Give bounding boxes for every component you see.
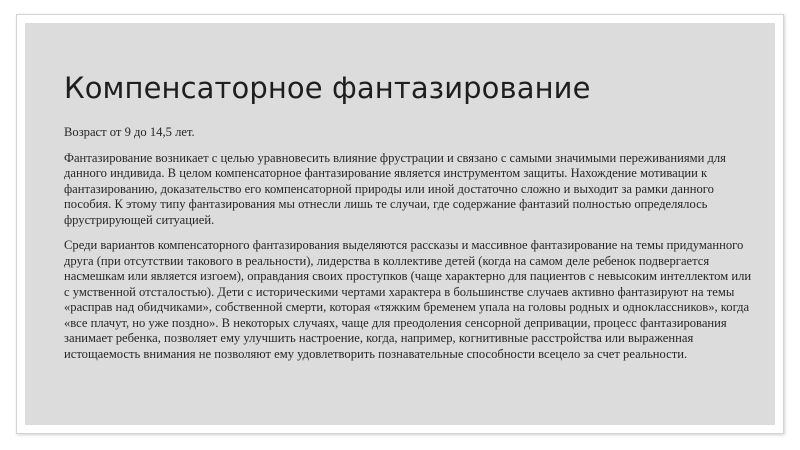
- paragraph-definition: Фантазирование возникает с целью уравновесить влияние фрустрации и связано с самыми значимыми переживаниями для данного индивида. В целом компенсаторное фантазирование является инструментом защиты. Нахождение мотивации к фантазированию, доказательство его компенсаторной природы или иной достаточно сложно и выходит за рамки данного пособия. К этому типу фантазирования мы отнесли лишь те случаи, где содержание фантазий полностью определялось фрустрирующей ситуацией.: [64, 150, 726, 227]
- slide-frame: [16, 14, 784, 434]
- slide: [25, 23, 775, 425]
- paragraph-age: Возраст от 9 до 14,5 лет.: [64, 125, 195, 139]
- slide-body: [64, 125, 754, 372]
- paragraph-variants: Среди вариантов компенсаторного фантазирования выделяются рассказы и массивное фантазирование на темы придуманного друга (при отсутствии такового в реальности), лидерства в коллективе детей (когда на самом деле ребенок подвергается насмешкам или является изгоем), оправдания своих проступков (чаще характерно для пациентов с невысоким интеллектом или с умственной отсталостью). Дети с историческими чертами характера в большинстве случаев активно фантазируют на темы «расправ над обидчиками», собственной смерти, которая «тяжким бременем упала на головы родных и одноклассников», когда «все плачут, но уже поздно». В некоторых случаях, чаще для преодоления сенсорной депривации, процесс фантазирования занимает ребенка, позволяет ему улучшить настроение, когда, например, когнитивные расстройства или выраженная истощаемость внимания не позволяют ему удовлетворить познавательные способности всецело за счет реальности.: [64, 238, 752, 361]
- slide-title: Компенсаторное фантазирование: [64, 71, 591, 105]
